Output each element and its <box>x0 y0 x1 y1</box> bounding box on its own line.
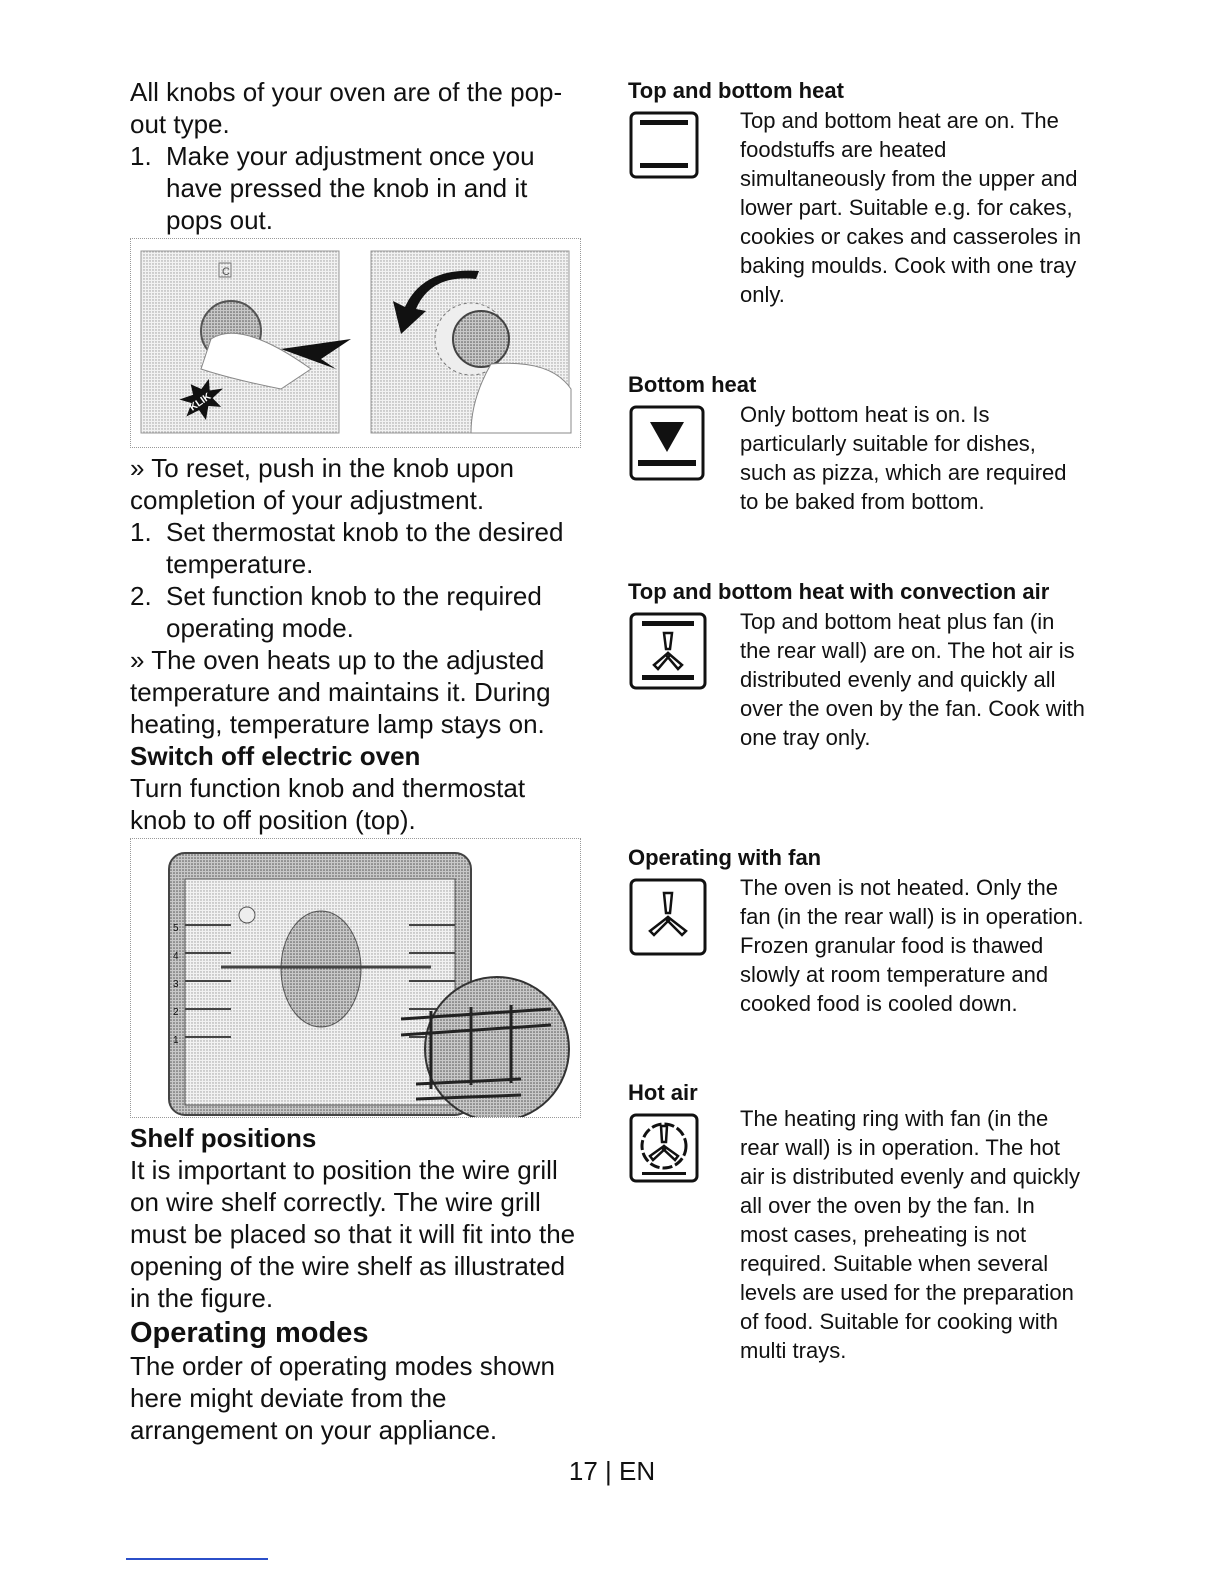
mode-title: Top and bottom heat <box>628 78 844 103</box>
top-bottom-heat-icon <box>628 110 700 180</box>
step-list-item <box>130 580 585 644</box>
knob-figure <box>130 238 581 448</box>
mode-hot-air <box>628 1078 1088 1365</box>
mode-top-bottom-heat <box>628 76 1088 370</box>
step-text: Make your adjustment once you have pressed the knob in and it pops out. <box>166 141 535 235</box>
fan-icon <box>628 877 708 957</box>
mode-description: Top and bottom heat plus fan (in the rear wall) are on. The hot air is distributed evenly and quickly all over the oven by the fan. Cook with one tray only. <box>740 609 1085 750</box>
modes-text: The order of operating modes shown here might deviate from the arrangement on your appliance. <box>130 1351 555 1445</box>
switch-off-heading: Switch off electric oven <box>130 741 421 771</box>
step-list-item <box>130 516 585 580</box>
mode-description: Top and bottom heat are on. The foodstuffs are heated simultaneously from the upper and lower part. Suitable e.g. for cakes, cookies or cakes and casseroles in baking moulds. Cook with one tray only. <box>740 108 1082 307</box>
mode-description: The oven is not heated. Only the fan (in the rear wall) is in operation. Frozen granular food is thawed slowly at room temperature and cooked food is cooled down. <box>740 875 1084 1016</box>
right-column <box>628 76 1088 1365</box>
mode-description: The heating ring with fan (in the rear wall) is in operation. The hot air is distributed evenly and quickly all over the oven by the fan. In most cases, preheating is not required. Suitable when several levels are used for the preparation of food. Suitable for cooking with multi trays. <box>740 1106 1080 1363</box>
convection-icon <box>628 611 708 691</box>
mode-title: Bottom heat <box>628 372 757 397</box>
step-list-item <box>130 140 585 236</box>
mode-fan <box>628 843 1088 1078</box>
step-text: Set function knob to the required operating mode. <box>166 581 542 643</box>
shelf-figure <box>130 838 581 1118</box>
mode-title: Operating with fan <box>628 845 822 870</box>
shelf-level-label: 3 <box>173 979 179 990</box>
intro-text: All knobs of your oven are of the pop-out type. <box>130 77 563 139</box>
mode-description: Only bottom heat is on. Is particularly suitable for dishes, such as pizza, which are required to be baked from bottom. <box>740 402 1067 514</box>
step-number: 2. <box>130 581 152 611</box>
mode-convection <box>628 577 1088 843</box>
knob-letter: C <box>222 266 230 278</box>
page-number: 17 | EN <box>568 1456 656 1486</box>
hot-air-icon <box>628 1112 700 1184</box>
shelf-level-label: 5 <box>173 923 179 934</box>
bottom-heat-icon <box>628 404 706 482</box>
step-number: 1. <box>130 517 152 547</box>
step-number: 1. <box>130 141 152 171</box>
modes-heading: Operating modes <box>130 1317 369 1349</box>
mode-bottom-heat <box>628 370 1088 577</box>
shelf-heading: Shelf positions <box>130 1123 317 1153</box>
mode-title: Top and bottom heat with convection air <box>628 579 1050 604</box>
footer-link-underline <box>126 1558 268 1560</box>
knob-popped-out <box>453 311 509 367</box>
shelf-level-label: 2 <box>173 1007 179 1018</box>
shelf-text: It is important to position the wire grill on wire shelf correctly. The wire grill must be placed so that it will fit into the opening of the wire shelf as illustrated in the figure. <box>130 1155 576 1313</box>
heats-text: » The oven heats up to the adjusted temperature and maintains it. During heating, temperature lamp stays on. <box>130 645 551 739</box>
switch-off-text: Turn function knob and thermostat knob to off position (top). <box>130 773 526 835</box>
left-column <box>130 76 585 1446</box>
step-text: Set thermostat knob to the desired temperature. <box>166 517 564 579</box>
shelf-level-label: 1 <box>173 1035 179 1046</box>
reset-text: » To reset, push in the knob upon completion of your adjustment. <box>130 453 515 515</box>
mode-title: Hot air <box>628 1080 698 1105</box>
klik-label: KLIK <box>187 391 214 414</box>
shelf-level-label: 4 <box>173 951 179 962</box>
